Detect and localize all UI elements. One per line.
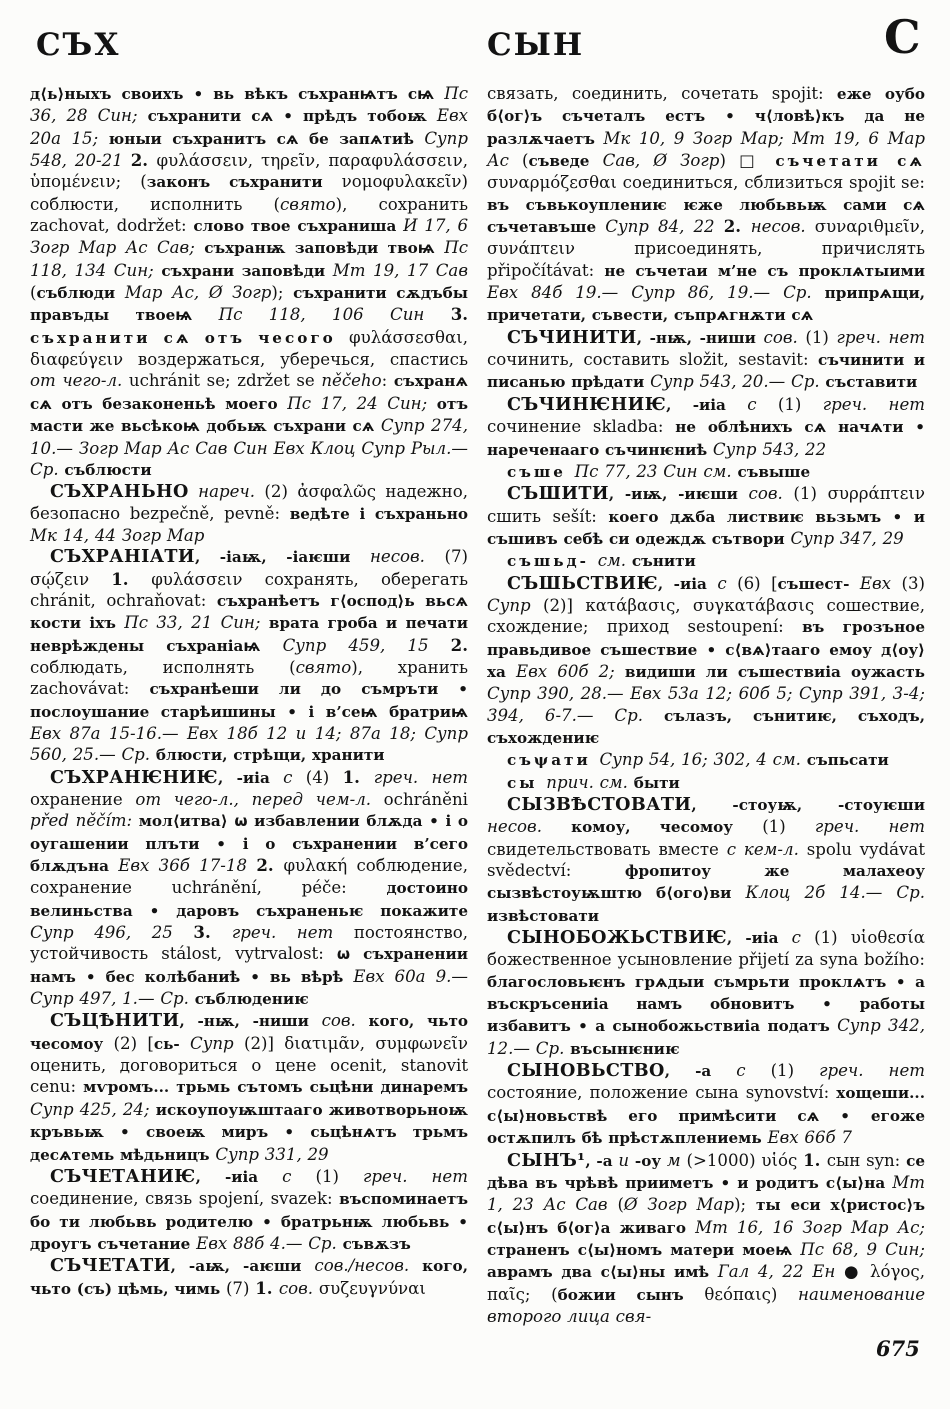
headword: СЪЧИНИТИ: [507, 326, 637, 348]
text-segment: 1.: [255, 1277, 279, 1298]
text-segment: благословьѥнъ грѧдыи съмрьти проклѧтъ • а въскръсениіа намъ обновитъ • работы избавитъ • а сынобожьствиіа податъ: [487, 972, 925, 1036]
text-column-left: [30, 83, 468, 1300]
text-segment: съψати: [507, 751, 600, 770]
text-segment: состояние, положение сына synovství:: [487, 1083, 837, 1103]
text-segment: Супр 459, 15: [282, 635, 451, 655]
text-segment: сов.: [278, 1278, 319, 1298]
text-segment: Супр 496, 25: [30, 923, 194, 943]
text-segment: кого, чьто чесомоу: [30, 1012, 468, 1053]
dictionary-entry: [487, 794, 925, 927]
dictionary-entry: [30, 1255, 468, 1300]
text-segment: Евх 84б 19.— Супр 86, 19.— Ср.: [487, 283, 825, 303]
text-segment: блюсти, стрѣщи, хранити: [155, 746, 385, 765]
text-segment: něčeho: [321, 371, 382, 391]
text-segment: :: [381, 371, 394, 391]
text-segment: , -а: [585, 1151, 619, 1170]
text-segment: (1): [762, 817, 815, 837]
text-segment: мол⟨итва⟩ ѡ избавлении блѫда • і о оугашении плъти • і о съхранении в’сего блѫдъна: [30, 812, 468, 876]
text-segment: (2): [264, 482, 298, 502]
text-segment: надежно, безопасно bezpečně, pevně:: [30, 482, 469, 523]
text-segment: съблюсти: [64, 460, 152, 479]
text-segment: uchránit se; zdržet se: [128, 371, 322, 391]
text-segment: Евх: [859, 573, 902, 593]
text-segment: сошествие, схождение; приход sestoupení:: [487, 595, 925, 637]
text-segment: (6) [: [737, 573, 778, 593]
text-segment: въсынѥниѥ: [570, 1039, 680, 1058]
text-segment: συναρμόζεσθαι: [487, 173, 623, 193]
text-segment: д⟨ь⟩ныхъ своихъ • вь вѣкъ съхранѩтъ сѩ: [30, 85, 445, 103]
text-segment: 1.: [111, 568, 152, 589]
text-segment: не облѣнихъ сѧ начѧти • нареченааго съчинѥниѣ: [487, 418, 926, 459]
text-segment: ѡ съхранении намъ • бес колѣбаниѣ • вь вѣрѣ: [30, 945, 468, 986]
text-segment: , -аѭ, -аѥши: [170, 1257, 315, 1276]
text-segment: (: [522, 151, 529, 171]
text-segment: [189, 482, 198, 501]
text-segment: κατάβασις, συγκατάβασις: [585, 595, 827, 615]
text-segment: присоединять, причислять připočítávat:: [487, 239, 925, 280]
dictionary-entry: [487, 749, 925, 771]
text-segment: , -іаѭ, -іаѥши: [194, 548, 370, 567]
text-segment: связать, соединить, сочетать spojit:: [487, 84, 837, 103]
text-segment: Мар Ас, Ø Зогр: [124, 283, 272, 303]
text-segment: (2)]: [243, 1033, 285, 1053]
headword: СЪХРАНЬНО: [50, 481, 189, 503]
headword: СЪШЬСТВИѤ: [507, 572, 658, 594]
text-segment: , -нѭ, -ниши: [179, 1012, 322, 1031]
text-segment: прич. см.: [546, 772, 634, 792]
text-segment: Евх 88б 4.— Ср.: [196, 1233, 343, 1253]
headword: СЫНОБОЖЬСТВИѤ: [507, 927, 727, 949]
text-segment: před něčím:: [30, 811, 139, 831]
text-segment: , -нѭ, -ниши: [636, 328, 764, 347]
text-segment: (>1000): [686, 1150, 762, 1170]
text-segment: ) соблюсти, исполнить (: [30, 172, 468, 214]
text-segment: Пс 118, 106 Син: [218, 305, 451, 325]
text-segment: сънити: [631, 552, 696, 571]
text-segment: Супр 347, 29: [790, 528, 904, 548]
text-segment: , -иѭ, -иѥши: [608, 485, 749, 504]
dictionary-entry: [487, 573, 925, 750]
text-segment: съблюдениѥ: [194, 990, 309, 1009]
text-segment: σῴζειν: [30, 569, 112, 589]
text-segment: 2.: [450, 634, 468, 655]
dictionary-entry: [30, 1166, 468, 1255]
text-segment: φυλάσσεσθαι, διαφεύγειν: [30, 327, 468, 370]
text-segment: ), сохранить zachovat, dodržet:: [30, 194, 468, 236]
text-segment: несов.: [369, 547, 445, 567]
text-segment: съше: [507, 462, 575, 481]
text-segment: съшест-: [777, 574, 860, 593]
text-segment: (: [30, 283, 37, 303]
text-segment: Пс 36, 28 Син;: [30, 84, 468, 126]
text-segment: Мт 19, 17 Сав: [332, 260, 468, 280]
text-segment: и: [618, 1150, 635, 1170]
text-segment: соблюдать, исполнять (: [30, 657, 296, 677]
text-segment: съхранѣетъ г⟨оспод⟩ь вьсѧ кости іхъ: [30, 591, 469, 633]
text-segment: въ съвькоуплениѥ ѥже любьвьѭ сами сѧ съчетавъше: [487, 195, 925, 237]
text-segment: Супр: [190, 1033, 244, 1053]
text-segment: );: [734, 1195, 756, 1215]
text-segment: (4): [305, 767, 343, 787]
text-segment: Ø Зогр Мар: [623, 1195, 735, 1215]
text-segment: соединиться, сблизиться spojit se:: [622, 173, 925, 193]
text-segment: слово твое съхраниша: [193, 217, 404, 236]
text-segment: λόγος, παῖς;: [487, 1262, 925, 1304]
text-segment: сын syn:: [826, 1150, 907, 1170]
text-segment: spolu vydávat svědectví:: [487, 839, 925, 881]
text-segment: Мк 10, 9 Зогр Мар; Мт 19, 6 Мар Ас: [487, 128, 925, 171]
running-head-left: СЪХ: [36, 27, 121, 63]
text-segment: Супр 274, 10.— Зогр Мар Ас Сав Син Евх Клоц Супр Рыл.— Ср.: [30, 416, 468, 479]
text-segment: (1): [814, 928, 851, 948]
text-segment: съчинити и писанью прѣдати: [487, 351, 926, 392]
text-segment: с: [791, 928, 815, 948]
text-segment: συρράπτειν: [827, 484, 925, 504]
text-segment: 2.: [256, 855, 284, 876]
dictionary-entry: [487, 394, 925, 461]
text-segment: , -иіа: [195, 1167, 283, 1186]
dictionary-entry: [487, 461, 925, 483]
text-segment: (2)]: [543, 595, 586, 615]
headword: СЪХРАНІАТИ: [50, 546, 195, 568]
text-segment: ἀσφαλῶς: [297, 482, 386, 502]
text-segment: припрѧщи, причетати, съвести, съпрѧгнѫти сѧ: [487, 284, 925, 325]
text-segment: Пс 33, 21 Син;: [124, 613, 269, 633]
headword: СЪЧЕТАНИѤ: [50, 1165, 196, 1187]
text-segment: (1): [793, 484, 828, 504]
text-segment: свято: [295, 657, 352, 677]
text-segment: );: [271, 283, 294, 303]
text-segment: Супр 390, 28.— Евх 53а 12; 60б 5; Супр 391, 3-4; 394, 6-7.— Ср.: [487, 684, 925, 725]
text-segment: φυλακή: [283, 856, 357, 876]
text-segment: греч. нет: [231, 923, 354, 943]
text-segment: , -иіа: [726, 929, 792, 948]
text-segment: Евх 66б 7: [767, 1128, 852, 1148]
text-segment: Евх 36б 17-18: [118, 856, 257, 876]
text-segment: греч. нет: [814, 817, 925, 837]
headword: СЪЧИНѤНИѤ: [507, 393, 667, 415]
text-segment: ), хранить zachovávat:: [30, 657, 469, 699]
text-segment: кого, чьто (съ) цѣмь, чимь: [30, 1257, 468, 1298]
text-segment: Евх 20а 15;: [30, 106, 468, 148]
text-segment: свято: [280, 194, 336, 214]
text-segment: (1): [315, 1166, 364, 1186]
text-segment: сов./несов.: [314, 1256, 423, 1276]
dictionary-entry: [487, 327, 925, 394]
text-segment: сов.: [763, 327, 806, 347]
text-segment: с: [747, 394, 778, 414]
text-segment: видиши ли съшествиіа оужасть: [624, 662, 925, 681]
text-segment: (1): [770, 1061, 820, 1081]
text-segment: съвѫзъ: [342, 1234, 411, 1253]
text-segment: 1.: [342, 766, 374, 787]
headword: СЪШИТИ: [507, 483, 609, 505]
text-segment: Клоц 2б 14.— Ср.: [745, 883, 925, 903]
text-segment: божественное усыновление přijetí za syna božího:: [487, 950, 925, 970]
text-segment: сочинение skladba:: [487, 417, 676, 437]
text-segment: ●: [843, 1262, 870, 1282]
text-segment: , -иіа: [657, 574, 718, 593]
text-segment: греч. нет: [822, 394, 926, 414]
text-segment: съхрани заповѣди: [161, 261, 333, 280]
text-segment: Пс 68, 9 Син;: [800, 1239, 925, 1259]
dictionary-entry: [30, 546, 468, 766]
text-segment: с: [282, 1166, 316, 1186]
text-segment: Евх 60б 2;: [516, 661, 625, 681]
text-segment: съвыше: [737, 462, 811, 481]
text-segment: постоянство, устойчивость stálost, vytrvalost:: [30, 923, 468, 964]
text-segment: не съчетаи м’не съ проклѧтыими: [604, 261, 925, 280]
text-segment: воздержаться, уберечься, спастись: [137, 350, 468, 370]
text-segment: Супр 84, 22: [605, 217, 724, 237]
text-segment: искоупоуѭштааго животворьноѭ кръвьѭ • своеѭ миръ • сьцѣнѧтъ трьмъ десѧтемь мѣдьницъ: [30, 1100, 469, 1164]
text-segment: Пс 17, 24 Син;: [287, 393, 437, 413]
text-segment: Супр 425, 24;: [30, 1099, 156, 1119]
text-segment: съхранити сѧ отъ чесого: [30, 328, 350, 347]
text-segment: достоино велиньства • даровъ съхраненьѥ покажите: [30, 879, 468, 920]
text-segment: φυλάσσειν, τηρεῖν, παραφυλάσσειν, ὑπομένειν;: [30, 151, 468, 192]
text-segment: Супр 54, 16; 302, 4 см.: [599, 750, 807, 770]
text-segment: (: [617, 1195, 624, 1215]
text-segment: (7): [225, 1278, 256, 1298]
text-segment: 2.: [130, 150, 157, 171]
text-segment: се дѣва въ чрѣвѣ прииметъ • и родитъ с⟨ы⟩на: [487, 1151, 925, 1192]
text-segment: Евх 87а 15-16.— Евх 18б 12 и 14; 87а 18; Супр 560, 25.— Ср.: [30, 723, 468, 765]
text-segment: еже оубо б⟨ог⟩ъ съчеталъ естъ • ч⟨ловѣ⟩къ да не разлѫчаетъ: [487, 85, 926, 148]
dictionary-entry: [487, 550, 925, 572]
text-segment: греч. нет: [836, 327, 926, 347]
text-segment: υἱός: [761, 1150, 804, 1170]
dictionary-entry: [487, 1060, 925, 1149]
text-segment: отъ масти же вьсѣкоѩ добьѭ съхрани сѧ: [30, 394, 468, 436]
text-segment: (3): [901, 573, 925, 593]
text-segment: с: [283, 767, 306, 787]
text-segment: , -иіа: [666, 395, 748, 414]
text-segment: сы: [507, 773, 547, 792]
text-segment: И 17, 6 Зогр Мар Ас Сав;: [30, 216, 469, 258]
text-segment: с: [736, 1061, 771, 1081]
text-segment: въспоминаетъ бо ти любьвь родителю • братрьнѭ любьвь • дроугъ съчетание: [30, 1190, 468, 1253]
text-segment: Супр: [487, 595, 543, 615]
text-segment: съхранѧ сѧ отъ безаконеньѣ моего: [30, 372, 468, 413]
text-segment: 1.: [803, 1149, 827, 1170]
text-segment: съхранѣеши ли до съмръти • послоушание старѣишины • і в’сеѩ братриѩ: [30, 680, 468, 721]
text-segment: страненъ с⟨ы⟩номъ матери моеѩ: [487, 1240, 801, 1259]
text-segment: сов.: [321, 1011, 369, 1031]
text-segment: съхранити сѧ • прѣдъ тобоѭ: [147, 107, 437, 126]
text-segment: Мк 14, 44 Зогр Мар: [30, 525, 205, 545]
text-segment: , -а: [664, 1062, 737, 1081]
text-segment: Супр 548, 20-21: [30, 128, 468, 171]
text-segment: ochráněni: [383, 790, 468, 809]
text-segment: хощеши... с⟨ы⟩новьствѣ его примѣсити сѧ • егоже остѫпилъ бѣ прѣстѫплениемь: [487, 1084, 925, 1148]
text-segment: коего дѫба листвиѥ вьзьмъ • и съшивъ себѣ си одеждѫ сътвори: [487, 507, 925, 548]
text-segment: свидетельствовать вместе: [487, 839, 727, 859]
text-segment: сочинить, составить složit, sestavit:: [487, 350, 818, 370]
text-column-right: [487, 83, 925, 1327]
text-segment: (1): [777, 394, 823, 414]
text-segment: врата гроба и печати неврѣждены съхраніаѩ: [30, 614, 468, 655]
dictionary-entry: [487, 1150, 925, 1328]
text-segment: Мт 1, 23 Ас Сав: [487, 1172, 925, 1215]
text-segment: съпьсати: [806, 751, 889, 770]
text-segment: мѵромъ... трьмь сътомъ сьцѣни динаремъ: [83, 1078, 468, 1097]
text-segment: аврамъ два с⟨ы⟩ны имѣ: [487, 1263, 718, 1282]
text-segment: с: [717, 573, 738, 593]
text-segment: , -стоуѭ, -стоуѥши: [691, 796, 925, 814]
text-segment: от чего-л., перед чем-л.: [135, 790, 384, 809]
text-segment: с кем-л.: [726, 839, 807, 859]
text-segment: соблюдение, сохранение uchránění, péče:: [30, 856, 468, 898]
text-segment: (: [551, 1284, 558, 1304]
text-segment: соединение, связь spojení, svazek:: [30, 1189, 340, 1209]
text-segment: ты еси х⟨ристос⟩ъ с⟨ы⟩нъ б⟨ог⟩а живаго: [487, 1196, 926, 1237]
guide-letter: С: [884, 10, 921, 64]
text-segment: съчетати сѧ: [775, 152, 926, 171]
text-segment: Супр 543, 20.— Ср.: [650, 372, 826, 392]
headword: СЪХРАНѤНИѤ: [50, 766, 218, 788]
running-head-center: СЫН: [487, 27, 585, 63]
dictionary-entry: [487, 772, 925, 794]
text-segment: υἱοθεσία: [850, 928, 925, 948]
text-segment: ведѣте і съхраньно: [289, 504, 468, 523]
text-segment: комоу, чесомоу: [571, 818, 763, 837]
text-segment: греч. нет: [819, 1061, 926, 1081]
text-segment: въ грозъное правьдивое съшествие • с⟨вѧ⟩тааго емоу д⟨оу⟩ха: [487, 618, 925, 681]
text-segment: сшить sešít:: [487, 506, 609, 526]
text-segment: φυλάσσειν: [151, 569, 265, 589]
dictionary-entry: [30, 767, 468, 1011]
text-segment: 3.: [450, 304, 469, 325]
dictionary-entry: [30, 481, 468, 546]
text-segment: Мт 16, 16 Зогр Мар Ас;: [695, 1217, 925, 1237]
text-segment: διατιμᾶν, συμφωνεῖν: [284, 1033, 468, 1053]
text-segment: Гал 4, 22 Ен: [717, 1262, 844, 1282]
text-segment: (1): [805, 327, 837, 347]
text-segment: сов.: [748, 484, 794, 504]
text-segment: сохранять, оберегать chránit, ochraňovat:: [30, 569, 468, 610]
text-segment: съведе: [528, 152, 603, 171]
text-segment: ) □: [719, 151, 776, 171]
text-segment: см.: [597, 551, 632, 571]
text-segment: (7): [444, 547, 468, 567]
text-segment: греч. нет: [363, 1166, 468, 1186]
text-segment: м: [666, 1150, 687, 1170]
text-segment: Пс 77, 23 Син см.: [574, 461, 738, 481]
headword: СЫЗВѢСТОВАТИ: [507, 794, 692, 815]
text-segment: несов.: [487, 817, 572, 837]
text-segment: от чего-л.: [30, 371, 129, 391]
text-segment: нареч.: [198, 482, 265, 502]
text-segment: (: [140, 172, 147, 192]
text-segment: Пс 118, 134 Син;: [30, 238, 468, 280]
text-segment: сь-: [153, 1034, 191, 1053]
text-segment: , -иіа: [217, 768, 284, 787]
continuation-paragraph: [487, 83, 925, 327]
text-segment: -оу: [634, 1151, 667, 1170]
text-segment: сълазъ, сънитиѥ, съходъ, съхождениѥ: [487, 706, 925, 747]
text-segment: ): [770, 1284, 799, 1304]
text-segment: Сав, Ø Зогр: [602, 151, 720, 171]
text-segment: νομοφυλακεῖν: [341, 172, 462, 192]
text-segment: συζευγνύναι: [318, 1278, 426, 1298]
dictionary-entry: [30, 1010, 468, 1165]
text-segment: охранение: [30, 790, 136, 809]
dictionary-entry: [487, 483, 925, 550]
text-segment: (2) [: [113, 1033, 154, 1053]
headword: СЫНОВЬСТВО: [507, 1060, 665, 1082]
text-segment: Супр 342, 12.— Ср.: [487, 1016, 925, 1058]
text-segment: съшьд-: [507, 552, 598, 571]
text-segment: юныи съхранитъ сѧ бе запѧтиѣ: [108, 129, 425, 148]
text-segment: συναριθμεῖν, συνάπτειν: [487, 217, 925, 259]
headword: СЪЦѢНИТИ: [50, 1010, 180, 1032]
text-segment: наименование второго лица свя-: [487, 1284, 926, 1326]
continuation-paragraph: [30, 83, 468, 481]
text-segment: θεόπαις: [704, 1284, 771, 1304]
text-segment: Супр 543, 22: [712, 439, 827, 459]
text-segment: съхранѭ заповѣди твоѩ: [204, 239, 445, 258]
dictionary-entry: [487, 927, 925, 1060]
text-segment: законъ съхранити: [146, 173, 342, 192]
text-segment: 2.: [723, 216, 751, 237]
text-segment: божии сынъ: [557, 1285, 705, 1304]
text-segment: Евх 60а 9.— Супр 497, 1.— Ср.: [30, 966, 468, 1009]
text-segment: несов.: [750, 217, 815, 237]
text-segment: греч. нет: [373, 767, 469, 787]
headword: СЪЧЕТАТИ: [50, 1255, 171, 1277]
text-segment: извѣстовати: [487, 906, 600, 925]
text-segment: съставити: [825, 373, 918, 392]
page-number: 675: [876, 1336, 920, 1361]
headword: СЫНЪ¹: [507, 1149, 586, 1171]
text-segment: фропитоу же малахеоу сызвѣстоуѭштю б⟨ого⟩ви: [487, 862, 925, 903]
text-segment: 3.: [193, 922, 232, 943]
text-segment: съблюди: [36, 284, 125, 303]
text-segment: съхранити сѫдъбы правъды твоеѩ: [30, 284, 469, 325]
text-segment: быти: [633, 773, 680, 792]
text-segment: оценить, договориться о цене ocenit, stanovit cenu:: [30, 1056, 468, 1097]
text-segment: Супр 331, 29: [215, 1144, 329, 1164]
